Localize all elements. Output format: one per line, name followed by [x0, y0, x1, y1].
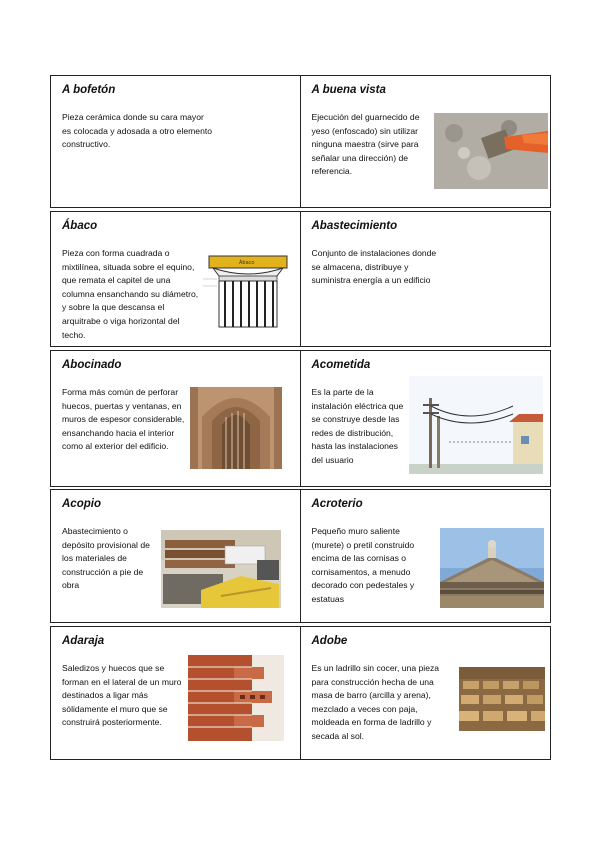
card-definition: Es la parte de la instalación eléctrica que se construye desde las redes de distribución, hasta las instalaciones del usuario: [311, 387, 404, 465]
card-row-4: [50, 489, 551, 623]
card-term: A bofetón: [62, 84, 116, 96]
card-term: A buena vista: [311, 84, 386, 96]
card-term: Abocinado: [62, 359, 122, 371]
capital-illustration: [203, 254, 293, 328]
card-definition: Pequeño muro saliente (murete) o pretil construido encima de las cornisas o cornisamentos, a menudo decorado con pedestales y estatuas: [311, 526, 415, 604]
materials-stockpile-photo: [161, 530, 281, 608]
card-acopio: [51, 490, 301, 622]
card-definition: Es un ladrillo sin cocer, una pieza para construcción hecha de una masa de barro (arcilla y arena), mezclado a veces con paja, moldeada en forma de ladrillo y secada al sol.: [311, 663, 440, 741]
card-abocinado: [51, 351, 301, 486]
card-definition: Conjunto de instalaciones donde se almacena, distribuye y suministra energía a un edificio: [311, 248, 437, 286]
card-definition: Forma más común de perforar huecos, puertas y ventanas, en muros de espesor considerable, ensanchando hacia el interior como al exterior del edificio.: [62, 387, 185, 452]
card-term: Adobe: [311, 635, 348, 647]
card-term: Ábaco: [62, 220, 98, 232]
adobe-bricks-photo: [459, 667, 545, 731]
plastering-photo: [434, 113, 548, 189]
card-definition: Saledizos y huecos que se forman en el lateral de un muro destinados a ligar más sólidamente el muro que se construirá posteriormente.: [62, 663, 182, 728]
card-definition: Ejecución del guarnecido de yeso (enfoscado) sin utilizar ninguna maestra (sirve para señalar una dirección) de referencia.: [311, 112, 420, 177]
card-definition: Pieza cerámica donde su cara mayor es colocada y adosada a otro elemento constructivo.: [62, 112, 213, 150]
card-row-5: [50, 626, 551, 760]
card-acroterio: [301, 490, 551, 622]
card-abaco: [51, 212, 301, 346]
card-adobe: [301, 627, 551, 759]
card-definition: Abastecimiento o depósito provisional de los materiales de construcción a pie de obra: [62, 526, 150, 591]
card-definition: Pieza con forma cuadrada o mixtilínea, situada sobre el equino, que remata el capitel de una columna ensanchando su diámetro, y sobre la que descansa el arquitrabe o viga horizontal del techo.: [62, 248, 199, 340]
card-row-3: [50, 350, 551, 487]
card-acometida: [301, 351, 551, 486]
card-row-1: [50, 75, 551, 208]
card-adaraja: [51, 627, 301, 759]
power-line-illustration: [409, 376, 543, 474]
card-term: Abastecimiento: [311, 220, 398, 232]
splayed-window-photo: [190, 387, 282, 469]
acroterion-photo: [440, 528, 544, 608]
card-term: Acometida: [311, 359, 371, 371]
card-abastecimiento: [301, 212, 551, 346]
card-term: Adaraja: [62, 635, 105, 647]
card-a-bofeton: [51, 76, 301, 207]
card-a-buena-vista: [301, 76, 551, 207]
card-term: Acopio: [62, 498, 101, 510]
card-term: Acroterio: [311, 498, 363, 510]
abacus-label: Ábaco: [239, 260, 255, 266]
toothing-brick-wall-photo: [188, 655, 284, 741]
card-row-2: [50, 211, 551, 347]
